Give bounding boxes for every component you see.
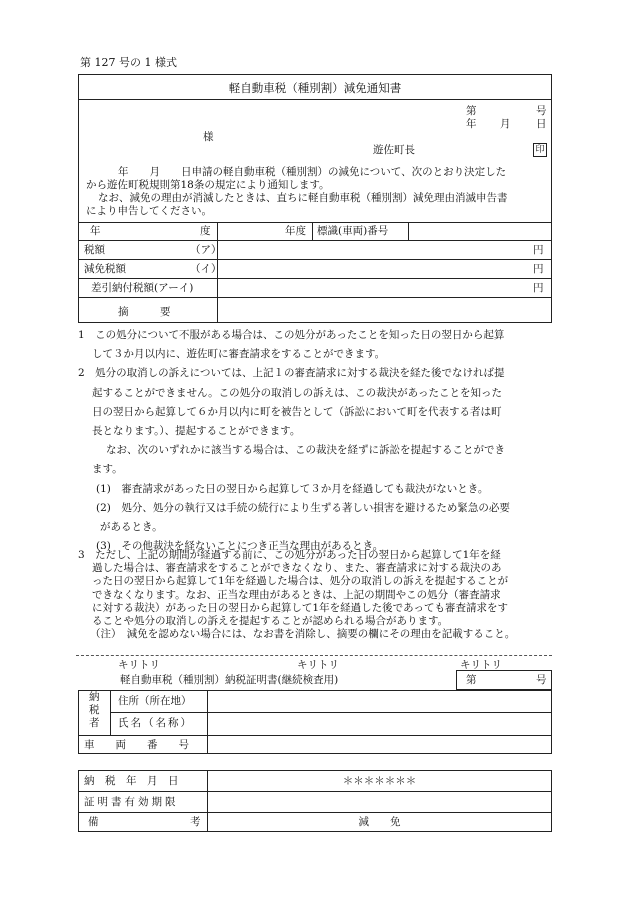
issuer-name: 遊佐町長: [373, 144, 415, 156]
notice-body-line3: なお、減免の理由が消滅したときは、直ちに軽自動車税（種別割）減免理由消滅申告書: [98, 192, 508, 204]
note1-line2: して３か月以内に、遊佐町に審査請求をすることができます。: [92, 348, 386, 361]
note3-block: [78, 549, 552, 641]
note2-line4: 長となります。）、提起することができます。: [92, 425, 301, 438]
valid-until-label: 証明書有効期限: [84, 796, 179, 808]
row-tax-unit: 円: [533, 244, 544, 256]
addressee-suffix: 様: [203, 131, 214, 143]
row-tax-code: （ア）: [190, 244, 222, 256]
note3-line5: に対する裁決）があった日の翌日から起算して1年を経過した後であっても審査請求をす: [92, 601, 508, 614]
name-label: 氏名（名称）: [118, 717, 193, 729]
remarks-label-b: 考: [190, 816, 201, 828]
notice-body-line4: により申告してください。: [86, 205, 212, 217]
notice-title: 軽自動車税（種別割）減免通知書: [228, 81, 402, 95]
year-label-a: 年: [90, 225, 101, 237]
taxpayer-label-a: 納: [89, 691, 100, 703]
notice-day: 日: [536, 118, 547, 130]
note2b-line1: なお、次のいずれかに該当する場合は、この裁決を経ずに訴訟を提起することができ: [106, 444, 505, 457]
row-exempt-code: （イ）: [190, 263, 222, 275]
summary-label-a: 摘: [118, 306, 129, 318]
note2-line1: 2 処分の取消しの訴えについては、上記１の審査請求に対する裁決を経た後でなければ提: [78, 367, 505, 380]
row-tax-label: 税額: [84, 244, 105, 256]
note3-line1: 3 ただし、上記の期間が経過する前に、この処分があった日の翌日から起算して1年を経: [78, 549, 501, 561]
note2-line2: 起することができません。この処分の取消しの訴えは、この裁決があったことを知った: [92, 386, 503, 399]
cut-line: [76, 655, 552, 656]
row-exempt-label: 減免税額: [84, 263, 126, 275]
form-number: 第 127 号の 1 様式: [80, 56, 177, 69]
cut-label-right: キリトリ: [460, 659, 502, 671]
notice-month: 月: [500, 118, 511, 130]
fiscal-year-label: 年度: [285, 225, 306, 237]
notice-body-line1: 年 月 日申請の軽自動車税（種別割）の減免について、次のとおり決定した: [118, 166, 507, 178]
vehicle-no-label: 車 両 番 号: [84, 739, 189, 751]
sub-item-1: (1) 審査請求があった日の翌日から起算して３か月を経過しても裁決がないとき。: [96, 482, 489, 495]
sub-item-2-cont: があるとき。: [100, 521, 163, 534]
caution-note: （注） 減免を認めない場合には、なお書を消除し、摘要の欄にその理由を記載すること。: [90, 628, 516, 641]
note3-line3: った日の翌日から起算して1年を経過した場合は、処分の取消しの訴えを提起することが: [92, 575, 509, 588]
plate-label: 標識(車両)番号: [317, 225, 389, 237]
notice-body-line2: から遊佐町税規則第18条の規定により通知します。: [86, 179, 330, 191]
address-label: 住所（所在地）: [118, 695, 192, 707]
note3-line2: 過した場合は、審査請求をすることができなくなり、また、審査請求に対する裁決のあ: [92, 562, 502, 575]
taxpayer-label-c: 者: [89, 717, 100, 729]
notice-no-label: 第: [466, 105, 477, 117]
notice-year: 年: [466, 118, 477, 130]
row-exempt-unit: 円: [533, 263, 544, 275]
note3-line6: ることや処分の取消しの訴えを提起することが認められる場合があります。: [92, 615, 449, 628]
notes-block: [78, 326, 552, 556]
certificate-no-suffix: 号: [536, 674, 547, 686]
seal-mark: 印: [533, 143, 547, 157]
notice-no-suffix: 号: [536, 105, 547, 117]
summary-label-b: 要: [160, 306, 171, 318]
remarks-value: 減 免: [358, 816, 401, 828]
note2-line3: 日の翌日から起算して６か月以内に町を被告として（訴訟において町を代表する者は町: [92, 405, 502, 418]
taxpayer-label-b: 税: [89, 704, 100, 716]
cut-label-center: キリトリ: [297, 659, 339, 671]
row-net-label: 差引納付税額(アーイ): [91, 282, 194, 294]
note1-line1: 1 この処分について不服がある場合は、この処分があったことを知った日の翌日から起算: [78, 329, 505, 341]
certificate-title: 軽自動車税（種別割）納税証明書(継続検査用): [120, 674, 339, 686]
note3-line4: できなくなります。なお、正当な理由があるときは、上記の期間やこの処分（審査請求: [92, 588, 501, 601]
cut-label-left: キリトリ: [118, 659, 160, 671]
year-label-b: 度: [200, 225, 211, 237]
certificate-no-label: 第: [466, 674, 477, 686]
pay-date-label: 納 税 年 月 日: [84, 775, 179, 787]
note2b-line2: ます。: [92, 463, 123, 476]
row-net-unit: 円: [533, 282, 544, 294]
sub-item-3: (3) その他裁決を経ないことにつき正当な理由があるとき。: [96, 540, 384, 553]
remarks-label-a: 備: [88, 816, 99, 828]
sub-item-2: (2) 処分、処分の執行又は手続の続行により生ずる著しい損害を避けるため緊急の必要: [96, 501, 510, 514]
pay-date-value: ＊＊＊＊＊＊＊: [342, 775, 417, 787]
